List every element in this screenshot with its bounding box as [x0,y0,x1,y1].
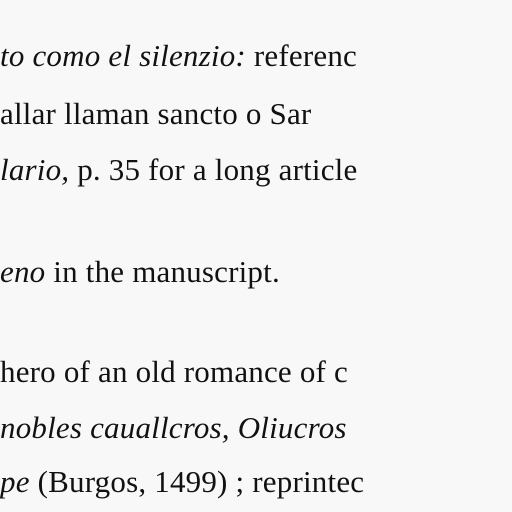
text-line-3 [0,154,357,185]
line-6-italic: nobles cauallcros, Oliucros [0,410,347,445]
line-1-roman: referenc [245,38,357,73]
text-line-4 [0,256,280,287]
text-line-6 [0,412,347,443]
text-line-5 [0,356,348,387]
line-4-italic: eno [0,254,46,289]
line-1-italic: to como el silenzio: [0,38,246,73]
text-line-7 [0,466,364,497]
line-3-roman: p. 35 for a long article [69,152,358,187]
line-2-roman: allar llaman sancto o Sar [0,96,312,131]
line-4-roman: in the manuscript. [45,254,280,289]
line-3-italic: lario, [0,152,70,187]
text-line-2 [0,98,311,129]
text-line-1 [0,40,357,71]
line-7-roman: (Burgos, 1499) ; reprintec [29,464,365,499]
line-5-roman: hero of an old romance of c [0,354,348,389]
line-7-italic: pe [0,464,30,499]
